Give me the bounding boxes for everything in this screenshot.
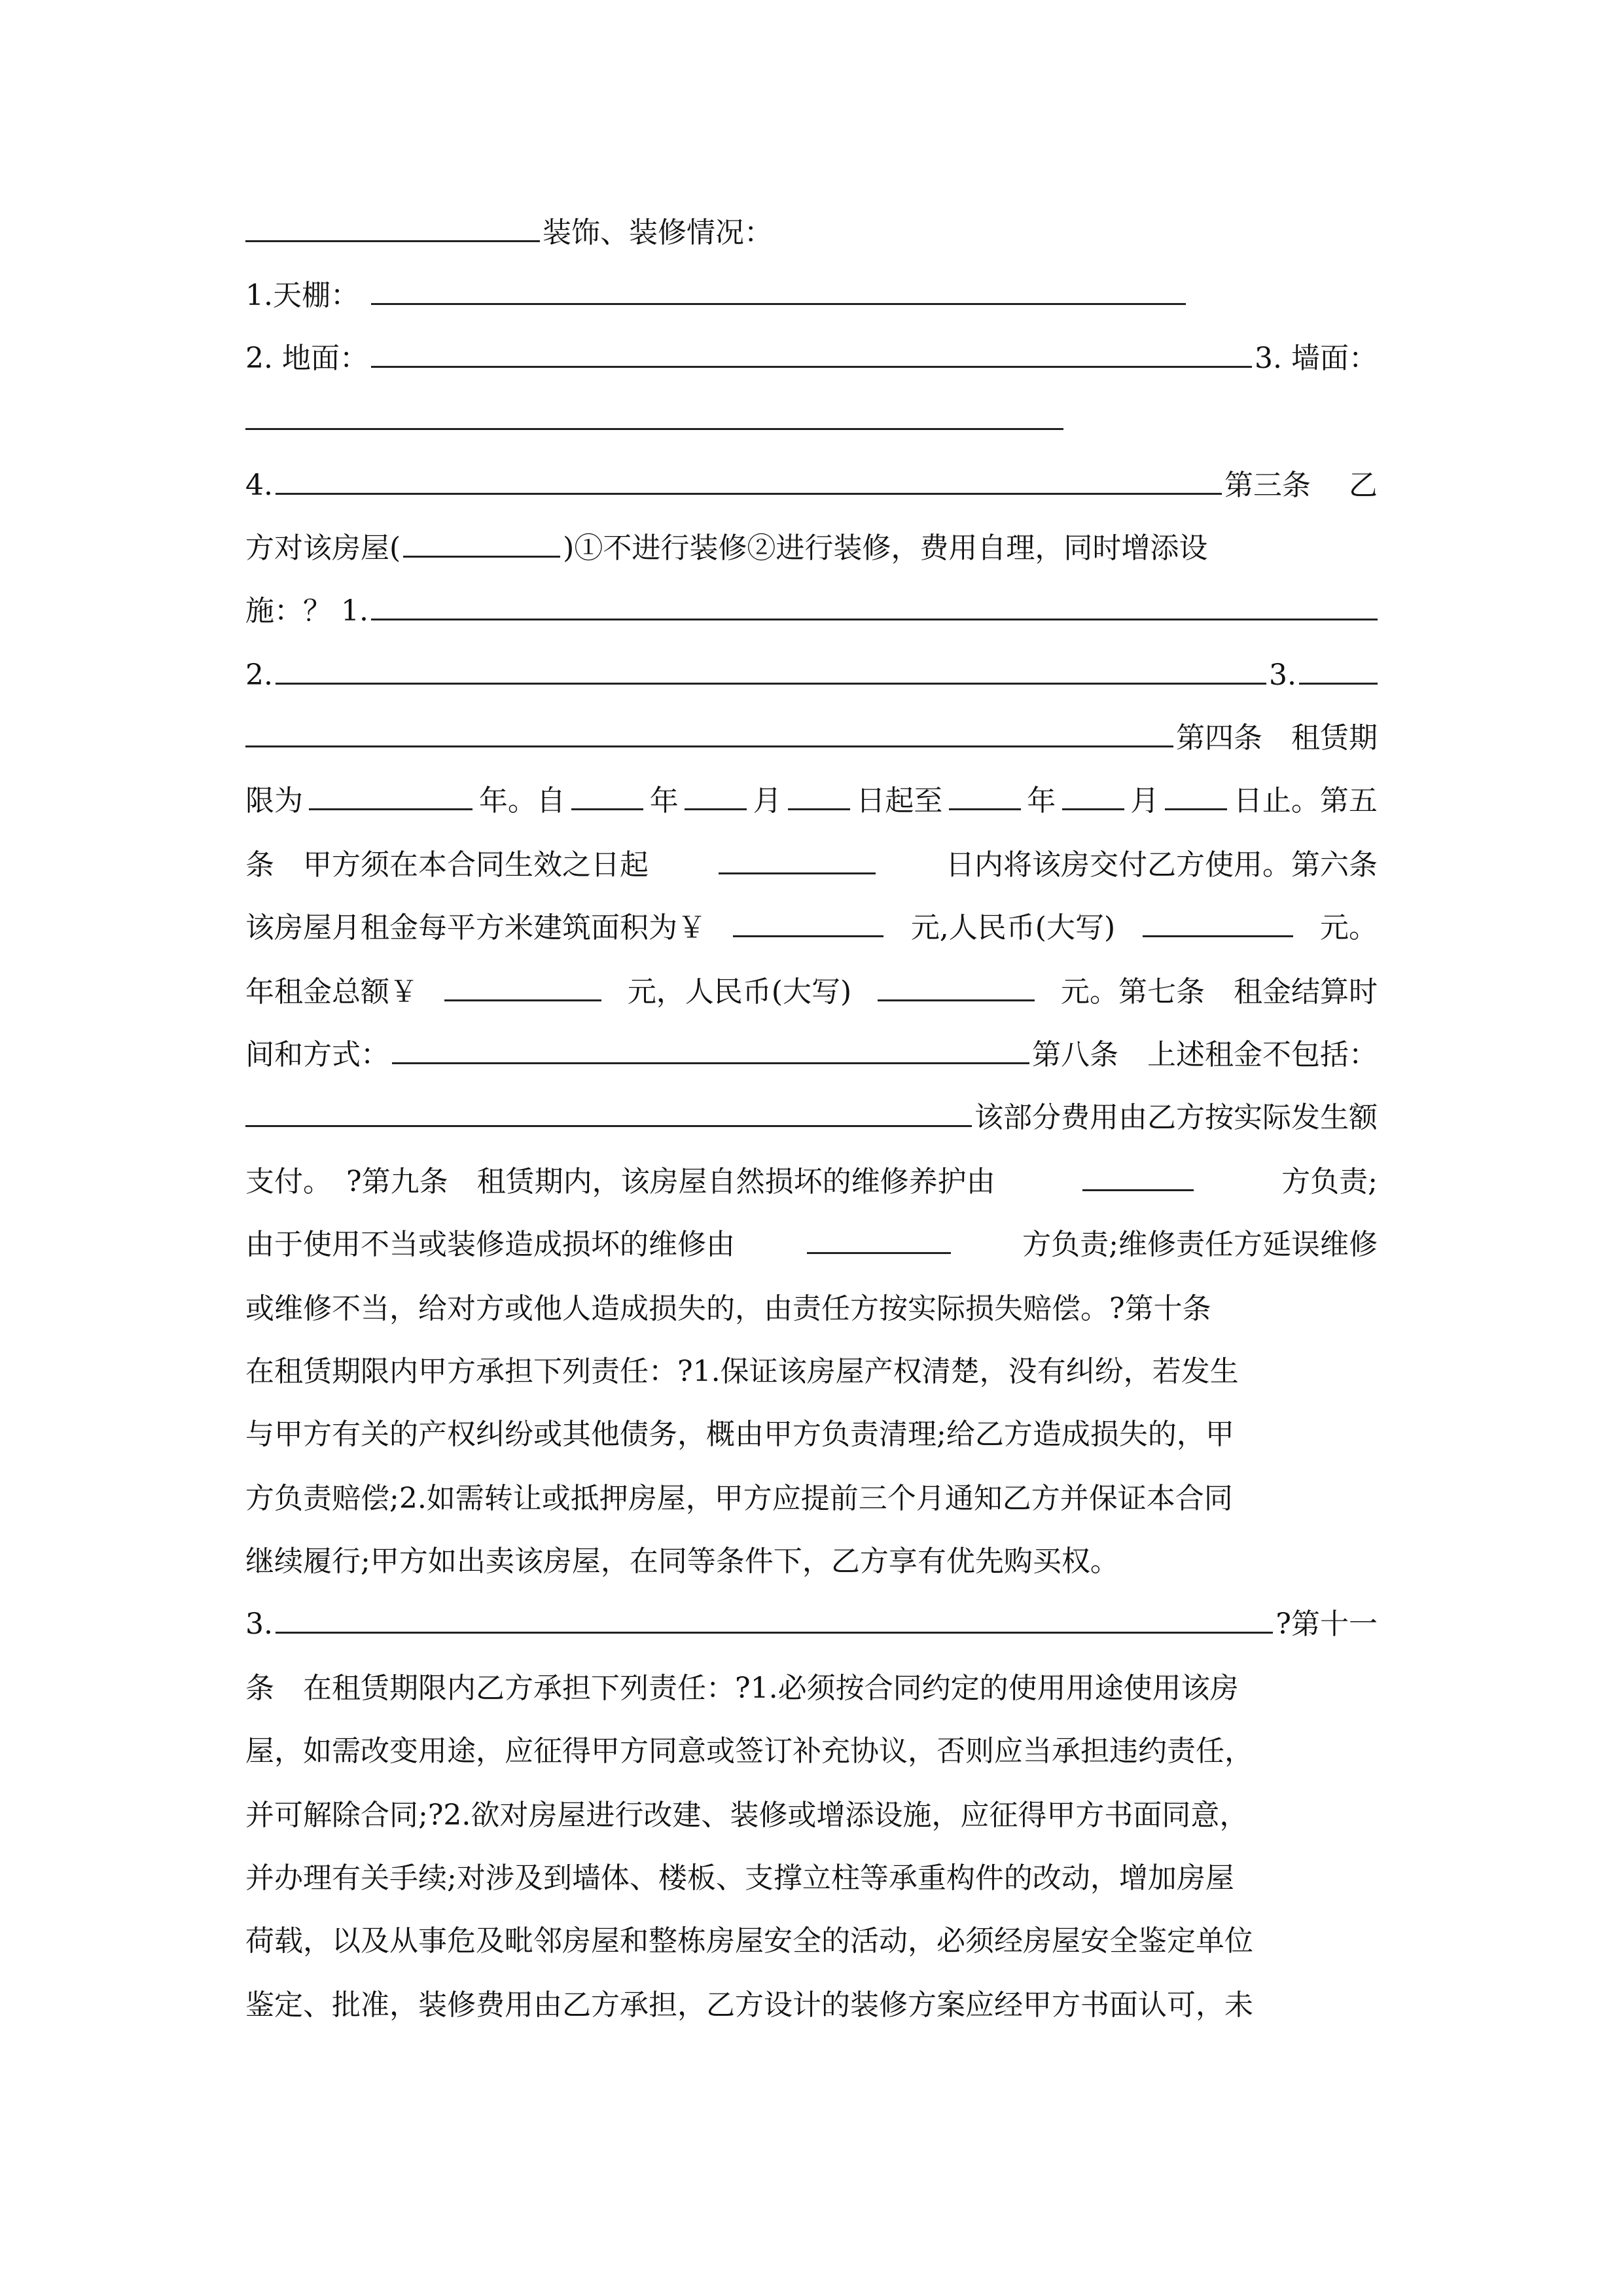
fill-blank [733, 906, 883, 937]
fill-blank [878, 971, 1035, 1001]
text-segment: 并可解除合同;?2.欲对房屋进行改建、装修或增添设施，应征得甲方书面同意， [245, 1799, 1249, 1832]
fill-blank [371, 590, 1378, 620]
text-segment: 继续履行;甲方如出卖该房屋，在同等条件下，乙方享有优先购买权。 [245, 1545, 1119, 1578]
text-segment: 3. 墙面： [1255, 342, 1378, 375]
text-segment: 日起至 [856, 784, 943, 817]
text-line [245, 1094, 1378, 1141]
text-line [245, 1855, 1378, 1902]
text-segment: 条 在租赁期限内乙方承担下列责任：?1.必须按合同约定的使用用途使用该房 [245, 1672, 1239, 1705]
fill-blank [807, 1223, 951, 1254]
text-line [245, 969, 1378, 1016]
text-segment: 年 [649, 784, 679, 817]
text-segment: 鉴定、批准，装修费用由乙方承担，乙方设计的装修方案应经甲方书面认可，未 [245, 1988, 1253, 2022]
fill-blank [371, 337, 1252, 368]
text-line [245, 335, 1378, 382]
fill-blank [309, 780, 473, 810]
text-line [245, 778, 1378, 825]
fill-blank [371, 274, 1186, 305]
text-line [245, 715, 1378, 762]
text-segment: 方负责; [1281, 1165, 1378, 1198]
fill-blank [403, 527, 560, 558]
fill-blank [685, 780, 747, 810]
text-segment: 由于使用不当或装修造成损坏的维修由 [245, 1228, 735, 1261]
text-segment: 该部分费用由乙方按实际发生额 [974, 1101, 1378, 1134]
fill-blank [245, 211, 540, 242]
text-segment: 月 [753, 784, 782, 817]
fill-blank [1143, 906, 1293, 937]
text-segment: 方负责;维修责任方延误维修 [1022, 1228, 1378, 1261]
text-segment: 第三条 乙 [1224, 469, 1378, 502]
text-line [245, 525, 1378, 572]
fill-blank [949, 780, 1021, 810]
fill-blank [444, 971, 601, 1001]
text-segment: 条 甲方须在本合同生效之日起 [245, 848, 649, 882]
text-segment: ?第十一 [1275, 1607, 1378, 1641]
fill-blank [1062, 780, 1124, 810]
text-segment: 第八条 上述租金不包括： [1032, 1038, 1378, 1071]
text-line [245, 272, 1378, 319]
fill-blank [276, 464, 1222, 495]
text-segment: 元,人民币(大写) [910, 911, 1116, 944]
text-segment: 在租赁期限内甲方承担下列责任：?1.保证该房屋产权清楚，没有纠纷，若发生 [245, 1355, 1239, 1388]
fill-blank [1082, 1160, 1194, 1191]
text-segment: )①不进行装修②进行装修，费用自理，同时增添设 [563, 531, 1208, 565]
text-segment: 4. [245, 469, 273, 502]
fill-blank [1165, 780, 1227, 810]
text-segment: 元，人民币(大写) [627, 975, 852, 1009]
text-segment: 方负责赔偿;2.如需转让或抵押房屋，甲方应提前三个月通知乙方并保证本合同 [245, 1482, 1233, 1515]
text-line [245, 1982, 1378, 2029]
fill-blank [719, 844, 876, 874]
fill-blank [245, 399, 1063, 430]
text-line [245, 209, 1378, 257]
fill-blank [788, 780, 850, 810]
text-segment: 3. [1269, 658, 1296, 692]
text-segment: 施：？ 1. [245, 594, 368, 628]
text-segment: 支付。 ?第九条 租赁期内，该房屋自然损坏的维修养护由 [245, 1165, 995, 1198]
text-segment: 月 [1130, 784, 1160, 817]
fill-blank [245, 717, 1173, 747]
text-line [245, 842, 1378, 889]
text-line [245, 1221, 1378, 1268]
text-segment: 限为 [245, 784, 303, 817]
text-line [245, 1918, 1378, 1965]
text-segment: 年。自 [478, 784, 565, 817]
text-segment: 1.天棚： [245, 279, 359, 312]
fill-blank [392, 1033, 1029, 1064]
text-line [245, 399, 1378, 446]
text-line [245, 462, 1378, 509]
text-segment: 与甲方有关的产权纠纷或其他债务，概由甲方负责清理;给乙方造成损失的，甲 [245, 1418, 1234, 1451]
text-segment: 元。第七条 租金结算时 [1060, 975, 1378, 1009]
text-segment: 3. [245, 1607, 273, 1641]
text-line [245, 1538, 1378, 1585]
text-segment: 并办理有关手续;对涉及到墙体、楼板、支撑立柱等承重构件的改动，增加房屋 [245, 1861, 1234, 1895]
text-segment: 日内将该房交付乙方使用。第六条 [946, 848, 1378, 882]
text-segment: 该房屋月租金每平方米建筑面积为￥ [245, 911, 706, 944]
text-line [245, 652, 1378, 699]
text-segment: 间和方式： [245, 1038, 389, 1071]
text-segment: 屋，如需改变用途，应征得甲方同意或签订补充协议，否则应当承担违约责任， [245, 1734, 1253, 1768]
text-line [245, 1031, 1378, 1079]
text-segment: 或维修不当，给对方或他人造成损失的，由责任方按实际损失赔偿。?第十条 [245, 1292, 1211, 1325]
text-segment: 2. [245, 658, 273, 692]
text-line [245, 1348, 1378, 1395]
text-line [245, 1665, 1378, 1712]
text-segment: 2. 地面： [245, 342, 368, 375]
text-segment: 元。 [1319, 911, 1378, 944]
text-segment: 年租金总额￥ [245, 975, 418, 1009]
text-line [245, 1728, 1378, 1775]
text-segment: 方对该房屋( [245, 531, 401, 565]
fill-blank [245, 1096, 972, 1127]
text-segment: 荷载，以及从事危及毗邻房屋和整栋房屋安全的活动，必须经房屋安全鉴定单位 [245, 1924, 1253, 1958]
fill-blank [276, 654, 1266, 685]
text-line [245, 1285, 1378, 1333]
text-segment: 第四条 租赁期 [1176, 721, 1378, 755]
text-line [245, 1792, 1378, 1839]
fill-blank [276, 1603, 1273, 1634]
text-line [245, 588, 1378, 635]
text-line [245, 905, 1378, 952]
text-segment: 装饰、装修情况： [543, 216, 773, 249]
text-segment: 日止。第五 [1233, 784, 1378, 817]
text-line [245, 1601, 1378, 1648]
text-segment: 年 [1027, 784, 1056, 817]
fill-blank [1299, 654, 1378, 685]
text-line [245, 1158, 1378, 1206]
text-line [245, 1411, 1378, 1458]
text-line [245, 1475, 1378, 1522]
fill-blank [571, 780, 643, 810]
